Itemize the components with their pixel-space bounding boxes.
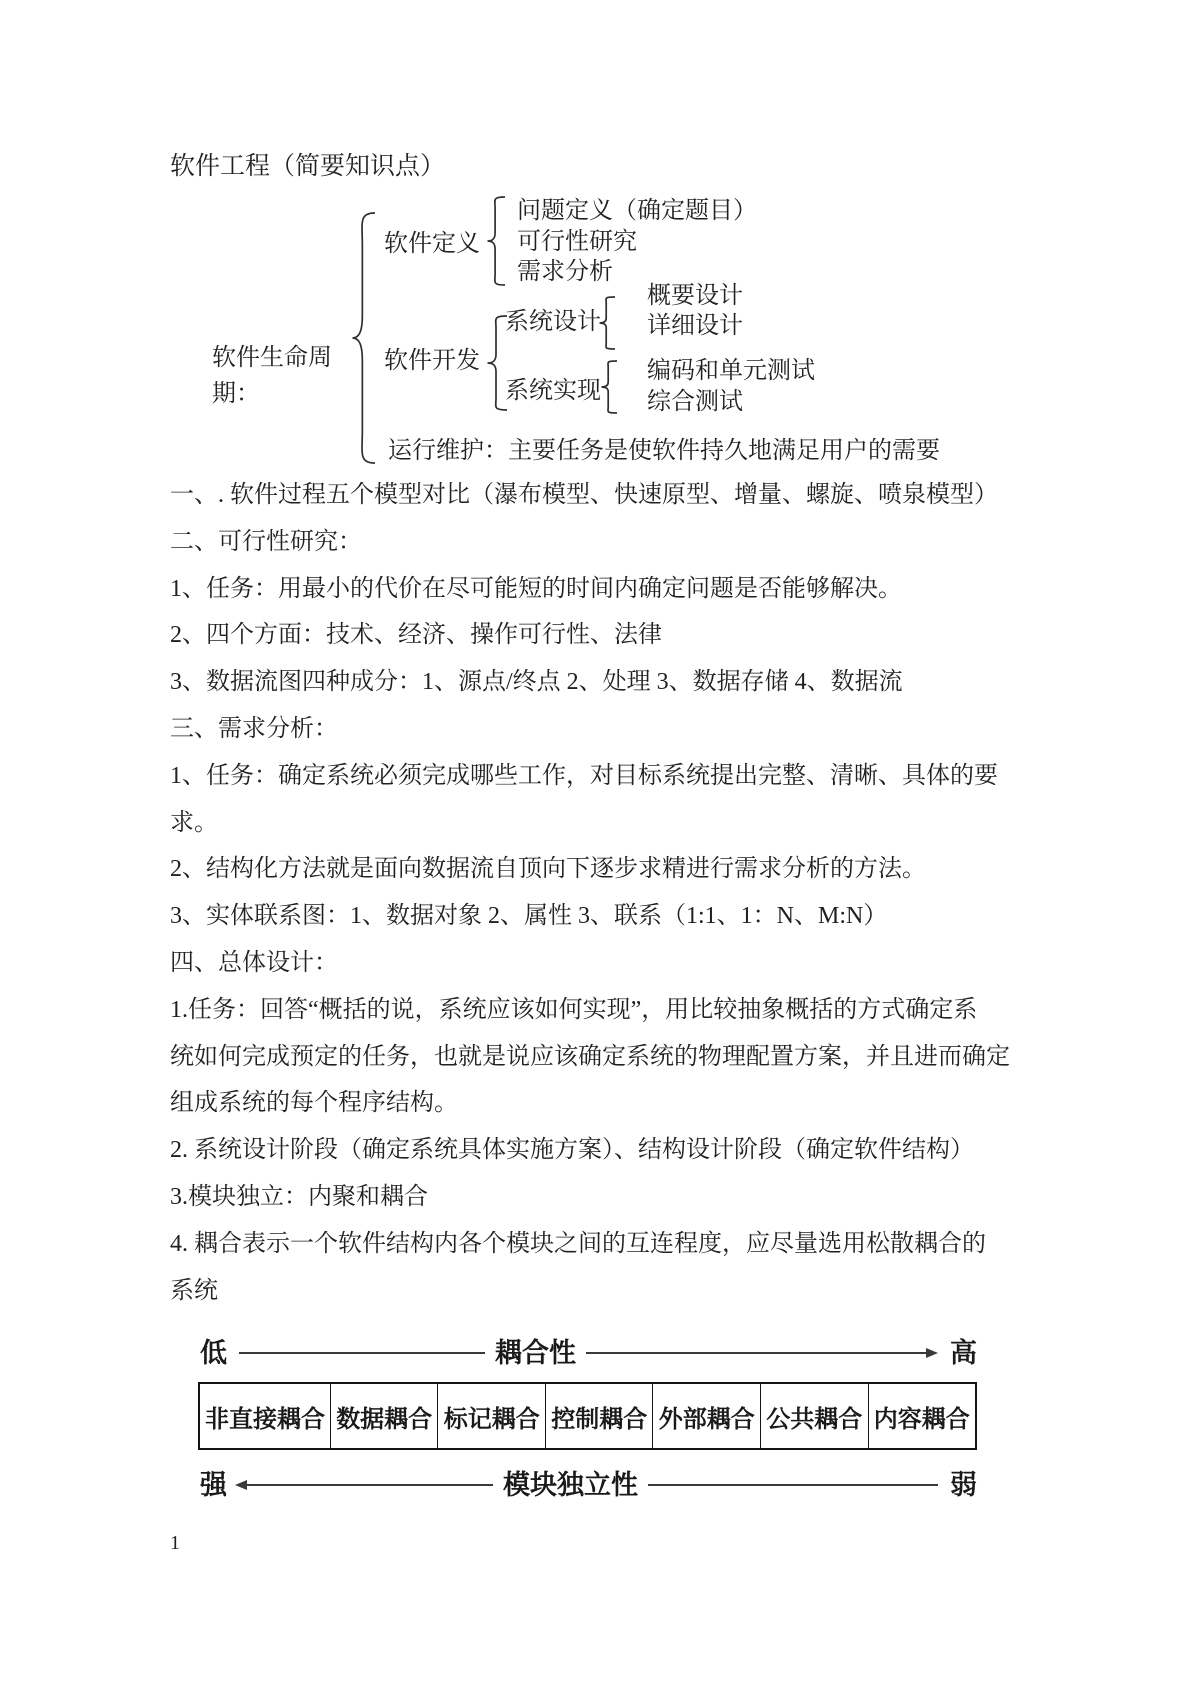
lifecycle-label-line2: 期：	[212, 381, 260, 407]
body-line: 二、可行性研究：	[170, 528, 362, 555]
body-line: 求。	[170, 809, 218, 836]
sysdesign-items	[647, 281, 743, 341]
page-number: 1	[170, 1532, 180, 1554]
body-line: 2、结构化方法就是面向数据流自顶向下逐步求精进行需求分析的方法。	[170, 856, 926, 883]
maintain-text: 运行维护：主要任务是使软件持久地满足用户的需要	[388, 438, 940, 464]
define-label: 软件定义	[384, 231, 480, 257]
arrow-left-icon	[235, 1480, 247, 1490]
sysdesign-brace-icon	[599, 296, 615, 350]
scale-line	[247, 1484, 493, 1486]
lifecycle-label-line1: 软件生命周	[212, 345, 332, 371]
body-text	[170, 472, 1050, 1314]
scale-line	[586, 1352, 926, 1354]
sysdesign-label: 系统设计	[505, 309, 601, 335]
independence-weak-label: 弱	[950, 1470, 977, 1500]
coupling-cell: 内容耦合	[868, 1384, 976, 1448]
scale-line	[239, 1352, 485, 1354]
coupling-cell: 标记耦合	[437, 1384, 545, 1448]
define-item: 需求分析	[517, 259, 613, 285]
define-brace-icon	[487, 196, 505, 286]
body-line: 2、四个方面：技术、经济、操作可行性、法律	[170, 622, 662, 649]
sysimpl-brace-icon	[601, 360, 617, 414]
coupling-scale-top	[200, 1336, 977, 1370]
coupling-cell: 非直接耦合	[204, 1405, 325, 1433]
lifecycle-label	[212, 340, 354, 412]
main-brace-icon	[352, 212, 375, 464]
scale-line-arrow	[586, 1348, 938, 1358]
body-line: 统如何完成预定的任务，也就是说应该确定系统的物理配置方案，并且进而确定	[170, 1043, 1010, 1070]
develop-brace-icon	[487, 315, 507, 411]
body-line: 2. 系统设计阶段（确定系统具体实施方案）、结构设计阶段（确定软件结构）	[170, 1137, 974, 1164]
scale-line-arrow	[235, 1480, 493, 1490]
define-item: 问题定义（确定题目）	[517, 198, 757, 224]
scale-line	[648, 1484, 938, 1486]
coupling-low-label: 低	[200, 1338, 227, 1368]
independence-axis-label: 模块独立性	[503, 1470, 638, 1500]
body-line: 1、任务：用最小的代价在尽可能短的时间内确定问题是否能够解决。	[170, 575, 902, 602]
sysdesign-item: 概要设计	[647, 283, 743, 309]
sysimpl-items	[647, 356, 815, 418]
body-line: 组成系统的每个程序结构。	[170, 1090, 458, 1117]
independence-strong-label: 强	[200, 1470, 227, 1500]
body-line: 3.模块独立：内聚和耦合	[170, 1183, 428, 1210]
body-line: 3、实体联系图：1、数据对象 2、属性 3、联系（1:1、1：N、M:N）	[170, 903, 888, 930]
independence-scale-bottom	[200, 1468, 977, 1502]
coupling-axis-label: 耦合性	[495, 1338, 576, 1368]
define-items	[517, 196, 757, 288]
sysimpl-item: 综合测试	[647, 389, 743, 415]
body-line: 4. 耦合表示一个软件结构内各个模块之间的互连程度，应尽量选用松散耦合的	[170, 1230, 986, 1257]
coupling-table	[198, 1382, 977, 1450]
body-line: 1.任务：回答“概括的说，系统应该如何实现”，用比较抽象概括的方式确定系	[170, 996, 978, 1023]
body-line: 3、数据流图四种成分：1、源点/终点 2、处理 3、数据存储 4、数据流	[170, 669, 903, 696]
coupling-cell: 外部耦合	[652, 1384, 760, 1448]
sysimpl-label: 系统实现	[505, 378, 601, 404]
define-item: 可行性研究	[517, 228, 637, 255]
body-line: 一、. 软件过程五个模型对比（瀑布模型、快速原型、增量、螺旋、喷泉模型）	[170, 482, 998, 508]
arrow-right-icon	[926, 1348, 938, 1358]
sysimpl-item: 编码和单元测试	[647, 358, 815, 384]
coupling-cell: 数据耦合	[330, 1384, 438, 1448]
coupling-cell: 控制耦合	[545, 1384, 653, 1448]
develop-label: 软件开发	[384, 348, 480, 374]
body-line: 系统	[170, 1277, 218, 1304]
body-line: 四、总体设计：	[170, 949, 338, 976]
body-line: 1、任务：确定系统必须完成哪些工作，对目标系统提出完整、清晰、具体的要	[170, 762, 998, 789]
body-line: 三、需求分析：	[170, 715, 338, 742]
page-title: 软件工程（简要知识点）	[170, 153, 446, 180]
sysdesign-item: 详细设计	[647, 313, 743, 339]
coupling-cell: 公共耦合	[760, 1384, 868, 1448]
coupling-high-label: 高	[950, 1338, 977, 1368]
